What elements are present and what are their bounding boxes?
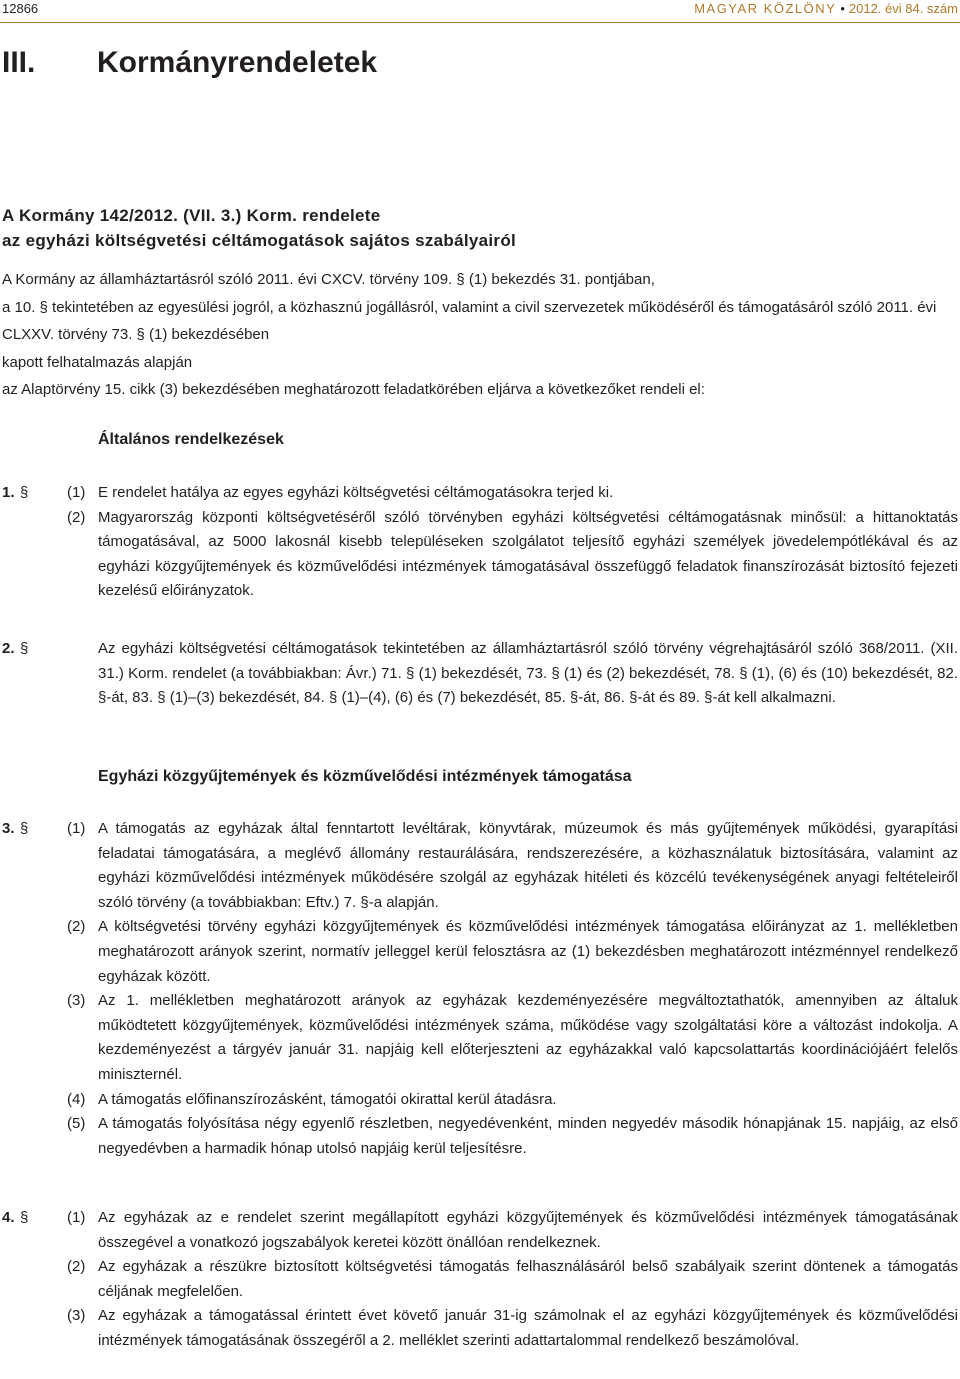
paragraph-number: (1)	[67, 1209, 86, 1226]
paragraph	[2, 481, 958, 506]
paragraph-number: (2)	[67, 918, 86, 936]
paragraph-number: (5)	[67, 1115, 86, 1133]
preamble-line: az Alaptörvény 15. cikk (3) bekezdésében meghatározott feladatkörében eljárva a következőket rendeli el:	[2, 381, 705, 398]
section-symbol: §	[20, 640, 29, 657]
preamble-line: kapott felhatalmazás alapján	[2, 353, 193, 371]
paragraph	[2, 1112, 958, 1161]
section-symbol: §	[20, 1209, 29, 1226]
section-number: 3.	[2, 820, 15, 837]
part-heading	[2, 46, 378, 80]
paragraph-text: Az egyházak a támogatással érintett évet követő január 31-ig számolnak el az egyházi közgyűjtemények és közművelődési intézmények támogatásának összegéről a 2. melléklet szerinti adattartalommal rendelkező beszámolóval.	[98, 1307, 958, 1349]
section-3	[2, 817, 958, 1161]
journal-title: MAGYAR KÖZLÖNY	[694, 1, 837, 16]
paragraph-number: (1)	[67, 820, 86, 837]
paragraph	[2, 915, 958, 989]
paragraph-text: Magyarország központi költségvetéséről szóló törvényben egyházi költségvetési céltámogatásnak minősül: a hittanoktatás támogatásával, az 5000 lakosnál kisebb településeken szolgálatot teljesítő egyházi személyek jövedelempótlékával és az egyházi közgyűjtemények és közművelődési intézmények támogatásával összefüggő feladatok finanszírozását biztosító fejezeti kezelésű előirányzatok.	[98, 508, 958, 600]
paragraph-text: A támogatás folyósítása négy egyenlő részletben, negyedévenként, minden negyedév második hónapjának 15. napjáig, az első negyedévben a harmadik hónap utolsó napjáig kerül teljesítésre.	[98, 1115, 958, 1157]
section-symbol: §	[20, 484, 29, 501]
paragraph-text: Az 1. mellékletben meghatározott arányok az egyházak kezdeményezésére megváltoztathatók, amennyiben az általuk működtetett közgyűjtemények, közművelődési intézmények száma, működése vagy szolgáltatási köre a változást indokolja. A kezdeményezést a tárgyév január 31. napjáig kell előterjeszteni az egyházakkal való kapcsolattartás koordinációjáért felelős miniszternél.	[98, 992, 958, 1083]
paragraph	[2, 989, 958, 1087]
page-number: 12866	[2, 1, 39, 16]
decree-title-line2: az egyházi költségvetési céltámogatások sajátos szabályairól	[2, 231, 517, 250]
section-heading-general: Általános rendelkezések	[98, 431, 284, 448]
header-rule	[0, 22, 960, 23]
paragraph	[2, 637, 958, 711]
preamble	[2, 266, 958, 404]
paragraph-text: A támogatás előfinanszírozásként, támogatói okirattal kerül átadásra.	[98, 1090, 557, 1108]
paragraph-number: (4)	[67, 1090, 86, 1108]
paragraph	[2, 506, 958, 604]
decree-title-line1: A Kormány 142/2012. (VII. 3.) Korm. rendelete	[2, 206, 381, 225]
issue-number: 2012. évi 84. szám	[848, 1, 958, 16]
paragraph-text: Az egyházak az e rendelet szerint megállapított egyházi közgyűjtemények és közművelődési intézmények támogatásának összegével a vonatkozó jogszabályok keretei között önállóan rendelkeznek.	[98, 1209, 958, 1251]
paragraph-text: E rendelet hatálya az egyes egyházi költségvetési céltámogatásokra terjed ki.	[98, 484, 614, 501]
preamble-line: A Kormány az államháztartásról szóló 2011. évi CXCV. törvény 109. § (1) bekezdés 31. pontjában,	[2, 271, 655, 288]
paragraph-number: (1)	[67, 484, 86, 501]
paragraph	[2, 1255, 958, 1304]
section-4	[2, 1206, 958, 1354]
paragraph-text: A támogatás az egyházak által fenntartott levéltárak, könyvtárak, múzeumok és más gyűjtemények működési, gyarapítási feladatai támogatására, a meglévő állomány restaurálására, rendszerezésére, a közhasználatuk biztosítására, valamint az egyházi közművelődési intézmények működésére szolgál az egyházak hitéleti és közcélú tevékenységének anyagi feltételeiről szóló törvény (a továbbiakban: Eftv.) 7. §-a alapján.	[98, 820, 958, 911]
paragraph	[2, 1206, 958, 1255]
part-number: III.	[2, 46, 36, 79]
paragraph-text: Az egyházak a részükre biztosított költségvetési támogatás felhasználásáról belső szabályaik szerint döntenek a támogatás céljának megfelelően.	[98, 1258, 958, 1300]
decree-title	[2, 203, 516, 253]
separator-dot: •	[840, 1, 845, 16]
paragraph-text: Az egyházi költségvetési céltámogatások tekintetében az államháztartásról szóló törvény végrehajtásáról szóló 368/2011. (XII. 31.) Korm. rendelet (a továbbiakban: Ávr.) 71. § (1) bekezdését, 73. § (1) és (2) bekezdését, 78. § (1), (6) és (10) bekezdését, 82. §-át, 83. § (1)–(3) bekezdését, 84. § (1)–(4), (6) és (7) bekezdését, 85. §-át, 86. §-át és 89. §-át kell alkalmazni.	[98, 640, 958, 707]
paragraph	[2, 817, 958, 915]
section-number: 4.	[2, 1209, 15, 1226]
section-2	[2, 637, 958, 711]
paragraph-number: (3)	[67, 992, 86, 1010]
part-title: Kormányrendeletek	[97, 46, 378, 79]
paragraph	[2, 1304, 958, 1353]
section-heading-collections: Egyházi közgyűjtemények és közművelődési intézmények támogatása	[98, 768, 632, 785]
section-1	[2, 481, 958, 604]
section-number: 2.	[2, 640, 15, 657]
journal-info	[694, 1, 958, 16]
section-symbol: §	[20, 820, 29, 837]
paragraph	[2, 1088, 958, 1113]
paragraph-text: A költségvetési törvény egyházi közgyűjtemények és közművelődési intézmények támogatása előirányzat az 1. mellékletben meghatározott arányok szerint, normatív jelleggel kerül felosztásra az (1) bekezdésben meghatározott intézménnyel rendelkező egyházak között.	[98, 918, 958, 985]
page-header	[0, 0, 960, 22]
section-number: 1.	[2, 484, 15, 501]
paragraph-number: (2)	[67, 508, 86, 526]
paragraph-number: (2)	[67, 1258, 86, 1276]
paragraph-number: (3)	[67, 1307, 86, 1325]
preamble-line: a 10. § tekintetében az egyesülési jogról, a közhasznú jogállásról, valamint a civil szervezetek működéséről és támogatásáról szóló 2011. évi CLXXV. törvény 73. § (1) bekezdésében	[2, 298, 937, 343]
